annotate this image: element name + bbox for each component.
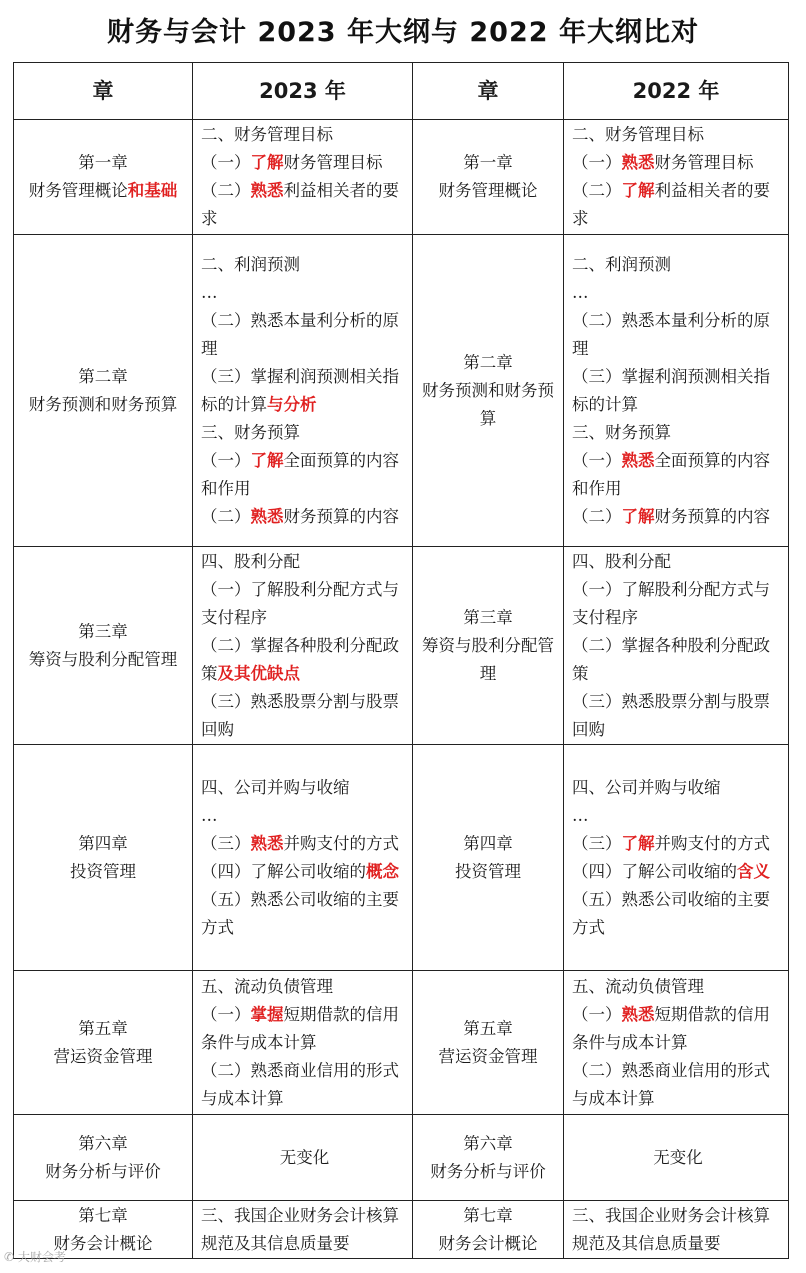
outline-cell-2022 [564,1115,789,1201]
chapter-number: 第一章 [78,153,128,172]
text-segment: 筹资与股利分配管理 [28,649,178,669]
outline-item [572,548,784,576]
outline-item [572,688,784,744]
text-segment: 财务分析与评价 [45,1161,161,1181]
chapter-title [419,632,557,688]
outline-item [201,688,408,744]
text-segment: 二、利润预测 [201,254,300,274]
text-segment: （二） [572,506,622,526]
highlight-text: 含义 [737,861,770,881]
text-segment: 全面预算的内容和作用 [572,450,770,498]
chapter-number: 第六章 [463,1133,513,1153]
outline-item [201,177,408,233]
outline-item [572,802,784,830]
chapter-cell-2022 [413,971,564,1115]
outline-item [201,548,408,576]
outline-item [201,858,408,886]
highlight-text: 及其优缺点 [217,663,300,683]
text-segment: （一） [572,153,622,172]
text-segment: （三）熟悉股票分割与股票回购 [201,691,399,739]
outline-item [201,279,408,307]
highlight-text: 掌握 [250,1004,284,1024]
table-row [14,235,789,547]
chapter-cell-2022 [413,235,564,547]
outline-item [572,419,784,447]
comparison-table [13,62,789,1259]
text-segment: （二）熟悉商业信用的形式与成本计算 [572,1060,770,1108]
outline-cell-2022 [564,971,789,1115]
chapter-title [419,377,557,433]
outline-item [201,121,408,149]
header-chapter-2023: 章 [14,63,193,120]
outline-cell-2023 [193,547,413,745]
outline-item [201,251,408,279]
text-segment: （五）熟悉公司收缩的主要方式 [572,889,770,937]
outline-item [572,503,784,531]
outline-item [201,447,408,503]
outline-item [572,307,784,363]
text-segment: 并购支付的方式 [283,833,399,853]
chapter-cell-2022 [413,1115,564,1201]
text-segment: … [201,282,218,302]
text-segment: 筹资与股利分配管理 [422,635,554,683]
text-segment: （四）了解公司收缩的 [201,861,366,881]
chapter-title [20,646,186,674]
chapter-title [419,177,557,205]
text-segment: （二）掌握各种股利分配政策 [201,635,399,683]
outline-item [201,419,408,447]
outline-item [572,1144,784,1172]
outline-item [201,1144,408,1172]
text-segment: （五）熟悉公司收缩的主要方式 [201,889,399,937]
chapter-title [419,1230,557,1258]
text-segment: 投资管理 [455,861,521,881]
text-segment: 短期借款的信用条件与成本计算 [201,1004,399,1052]
text-segment: 投资管理 [70,861,136,881]
highlight-text: 熟悉 [250,506,284,526]
highlight-text: 了解 [250,153,284,172]
highlight-text: 熟悉 [621,153,655,172]
outline-item [201,363,408,419]
watermark-text: ✆ 大财会考 [4,1250,66,1264]
highlight-text: 概念 [366,861,399,881]
text-segment: （二）熟悉商业信用的形式与成本计算 [201,1060,399,1108]
text-segment: 四、股利分配 [201,551,300,571]
text-segment: 全面预算的内容和作用 [201,450,399,498]
text-segment: … [572,282,589,302]
chapter-cell-2023 [14,1115,193,1201]
text-segment: 二、财务管理目标 [572,125,704,144]
chapter-cell-2023 [14,235,193,547]
text-segment: 财务管理概论 [438,181,538,200]
table-row [14,971,789,1115]
text-segment: 二、财务管理目标 [201,125,333,144]
outline-item [201,1057,408,1113]
highlight-text: 和基础 [127,181,178,200]
outline-cell-2023 [193,745,413,971]
outline-item [201,830,408,858]
outline-item [572,886,784,942]
outline-item [201,886,408,942]
chapter-number: 第七章 [78,1205,128,1225]
outline-item [201,149,408,177]
table-header-row [14,63,789,120]
text-segment: （二）熟悉本量利分析的原理 [201,310,399,358]
outline-cell-2022 [564,1201,789,1259]
outline-item [572,149,784,177]
text-segment: 财务会计概论 [53,1233,153,1253]
outline-cell-2023 [193,971,413,1115]
outline-item [572,1057,784,1113]
outline-item [201,307,408,363]
text-segment: 四、公司并购与收缩 [201,777,350,797]
outline-cell-2023 [193,1115,413,1201]
chapter-number: 第三章 [463,607,513,627]
text-segment: （二） [201,506,251,526]
outline-cell-2023 [193,235,413,547]
header-year-2023: 2023 年 [193,63,413,120]
outline-item [201,503,408,531]
text-segment: 营运资金管理 [438,1046,538,1066]
outline-item [572,363,784,419]
text-segment: 三、我国企业财务会计核算规范及其信息质量要 [201,1205,399,1253]
outline-cell-2023 [193,1201,413,1259]
chapter-number: 第二章 [463,352,513,372]
table-row [14,1115,789,1201]
highlight-text: 熟悉 [250,181,284,200]
outline-item [572,1202,784,1258]
chapter-cell-2022 [413,547,564,745]
text-segment: （一） [572,1004,622,1024]
chapter-cell-2022 [413,120,564,235]
text-segment: 三、财务预算 [572,422,671,442]
page-title: 财务与会计 2023 年大纲与 2022 年大纲比对 [107,17,699,48]
text-segment: 财务预算的内容 [654,506,770,526]
highlight-text: 了解 [621,181,655,200]
chapter-cell-2023 [14,120,193,235]
chapter-cell-2023 [14,971,193,1115]
text-segment: 财务会计概论 [438,1233,538,1253]
text-segment: （一） [201,450,251,470]
text-segment: 并购支付的方式 [654,833,770,853]
text-segment: 三、财务预算 [201,422,300,442]
chapter-cell-2022 [413,745,564,971]
outline-item [201,576,408,632]
highlight-text: 了解 [621,833,655,853]
chapter-title [419,1158,557,1186]
chapter-title [20,391,186,419]
text-segment: （一） [201,1004,251,1024]
outline-item [572,279,784,307]
chapter-title [20,1043,186,1071]
text-segment: （三）熟悉股票分割与股票回购 [572,691,770,739]
highlight-text: 了解 [621,506,655,526]
text-segment: 利益相关者的要求 [572,181,770,228]
text-segment: 短期借款的信用条件与成本计算 [572,1004,770,1052]
outline-item [201,774,408,802]
text-segment: （二）掌握各种股利分配政策 [572,635,770,683]
chapter-title [20,1158,186,1186]
outline-item [572,830,784,858]
chapter-number: 第五章 [463,1018,513,1038]
outline-cell-2022 [564,235,789,547]
text-segment: 营运资金管理 [53,1046,153,1066]
chapter-cell-2022 [413,1201,564,1259]
text-segment: （三） [572,833,622,853]
outline-cell-2022 [564,745,789,971]
highlight-text: 熟悉 [621,450,655,470]
table-row [14,120,789,235]
text-segment: 五、流动负债管理 [572,976,704,996]
text-segment: 五、流动负债管理 [201,976,333,996]
outline-item [572,251,784,279]
chapter-title [419,858,557,886]
outline-item [572,447,784,503]
text-segment: 四、股利分配 [572,551,671,571]
text-segment: 二、利润预测 [572,254,671,274]
outline-item [572,973,784,1001]
text-segment: （一）了解股利分配方式与支付程序 [201,579,399,627]
text-segment: （三） [201,833,251,853]
chapter-number: 第一章 [463,153,513,172]
table-row [14,745,789,971]
text-segment: 三、我国企业财务会计核算规范及其信息质量要 [572,1205,770,1253]
text-segment: 财务预算的内容 [283,506,399,526]
header-year-2022: 2022 年 [564,63,789,120]
text-segment: … [201,805,218,825]
chapter-number: 第五章 [78,1018,128,1038]
chapter-number: 第三章 [78,621,128,641]
text-segment: （三）掌握利润预测相关指标的计算 [572,366,770,414]
chapter-title [20,858,186,886]
outline-item [572,576,784,632]
text-segment: （一） [572,450,622,470]
text-segment: （二） [572,181,622,200]
chapter-number: 第四章 [463,833,513,853]
outline-cell-2023 [193,120,413,235]
text-segment: 无变化 [653,1147,703,1167]
chapter-title [20,177,186,205]
highlight-text: 熟悉 [250,833,284,853]
outline-item [201,973,408,1001]
outline-item [572,774,784,802]
highlight-text: 与分析 [267,394,317,414]
text-segment: 四、公司并购与收缩 [572,777,721,797]
outline-item [201,632,408,688]
text-segment: 利益相关者的要求 [201,181,399,228]
highlight-text: 了解 [250,450,284,470]
outline-item [572,1001,784,1057]
text-segment: 财务管理概论 [28,181,128,200]
text-segment: （四）了解公司收缩的 [572,861,737,881]
chapter-cell-2023 [14,547,193,745]
outline-item [572,632,784,688]
text-segment: 财务分析与评价 [430,1161,546,1181]
text-segment: 财务预测和财务预算 [422,380,554,428]
chapter-number: 第六章 [78,1133,128,1153]
highlight-text: 熟悉 [621,1004,655,1024]
outline-cell-2022 [564,547,789,745]
text-segment: （一） [201,153,251,172]
chapter-cell-2023 [14,745,193,971]
outline-item [572,858,784,886]
chapter-number: 第二章 [78,366,128,386]
text-segment: （三）掌握利润预测相关指标的计算 [201,366,399,414]
chapter-number: 第四章 [78,833,128,853]
table-row [14,547,789,745]
chapter-title [419,1043,557,1071]
table-row [14,1201,789,1259]
text-segment: 财务预测和财务预算 [28,394,178,414]
outline-item [201,1202,408,1258]
text-segment: 财务管理目标 [654,153,754,172]
text-segment: （二） [201,181,251,200]
outline-item [572,121,784,149]
outline-item [201,1001,408,1057]
text-segment: 无变化 [279,1147,330,1167]
text-segment: （一）了解股利分配方式与支付程序 [572,579,770,627]
outline-item [201,802,408,830]
outline-item [572,177,784,233]
outline-cell-2022 [564,120,789,235]
text-segment: 财务管理目标 [283,153,383,172]
header-chapter-2022: 章 [413,63,564,120]
text-segment: （二）熟悉本量利分析的原理 [572,310,770,358]
chapter-number: 第七章 [463,1205,513,1225]
text-segment: … [572,805,589,825]
